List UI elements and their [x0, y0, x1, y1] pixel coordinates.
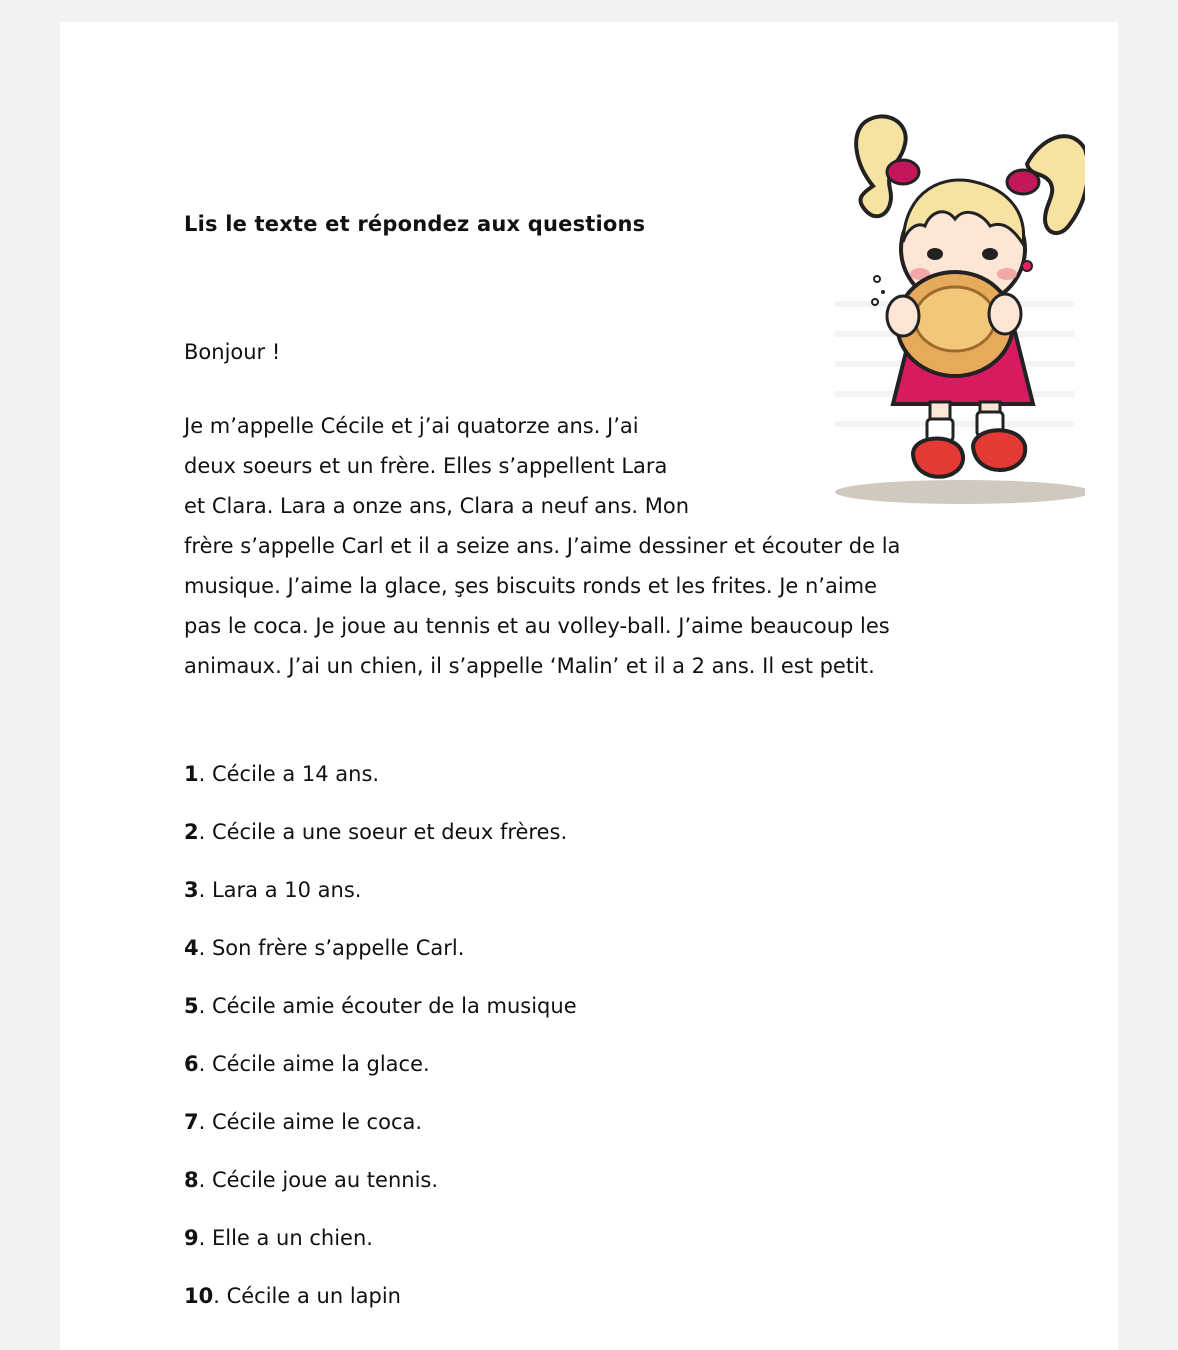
greeting: Bonjour ! [184, 340, 281, 364]
question-item [184, 1168, 577, 1226]
question-item [184, 936, 577, 994]
question-list [184, 762, 577, 1342]
question-number: 10 [184, 1284, 214, 1308]
question-text: . Cécile aime la glace. [198, 1052, 430, 1076]
question-number: 5 [184, 994, 199, 1018]
question-text: . Cécile aime le coca. [198, 1110, 423, 1134]
question-item [184, 1110, 577, 1168]
passage-line: deux soeurs et un frère. Elles s’appellent Lara [184, 454, 668, 478]
question-number: 1 [184, 762, 199, 786]
passage-line: animaux. J’ai un chien, il s’appelle ‘Malin’ et il a 2 ans. Il est petit. [184, 654, 875, 678]
passage-line: musique. J’aime la glace, şes biscuits ronds et les frites. Je n’aime [184, 574, 878, 598]
question-text: . Elle a un chien. [198, 1226, 373, 1250]
worksheet-page [60, 22, 1118, 1350]
passage-line: pas le coca. Je joue au tennis et au volley-ball. J’aime beaucoup les [184, 614, 890, 638]
question-text: . Cécile a une soeur et deux frères. [198, 820, 568, 844]
question-item [184, 1052, 577, 1110]
question-text: . Cécile joue au tennis. [198, 1168, 439, 1192]
question-text: . Lara a 10 ans. [198, 878, 362, 902]
question-number: 9 [184, 1226, 199, 1250]
question-number: 2 [184, 820, 199, 844]
question-text: . Cécile a 14 ans. [198, 762, 380, 786]
question-item [184, 762, 577, 820]
question-text: . Cécile a un lapin [213, 1284, 401, 1308]
question-item [184, 820, 577, 878]
question-item [184, 1284, 577, 1342]
passage-line: Je m’appelle Cécile et j’ai quatorze ans. J’ai [184, 414, 639, 438]
question-item [184, 1226, 577, 1284]
question-item [184, 878, 577, 936]
question-number: 7 [184, 1110, 199, 1134]
question-number: 4 [184, 936, 199, 960]
passage-line: frère s’appelle Carl et il a seize ans. J’aime dessiner et écouter de la [184, 534, 901, 558]
worksheet-title: Lis le texte et répondez aux questions [184, 212, 646, 236]
question-text: . Cécile amie écouter de la musique [198, 994, 577, 1018]
question-number: 6 [184, 1052, 199, 1076]
passage-line: et Clara. Lara a onze ans, Clara a neuf ans. Mon [184, 494, 690, 518]
girl-eating-cookie-illustration [795, 94, 1085, 514]
question-item [184, 994, 577, 1052]
question-number: 3 [184, 878, 199, 902]
question-text: . Son frère s’appelle Carl. [198, 936, 465, 960]
question-number: 8 [184, 1168, 199, 1192]
